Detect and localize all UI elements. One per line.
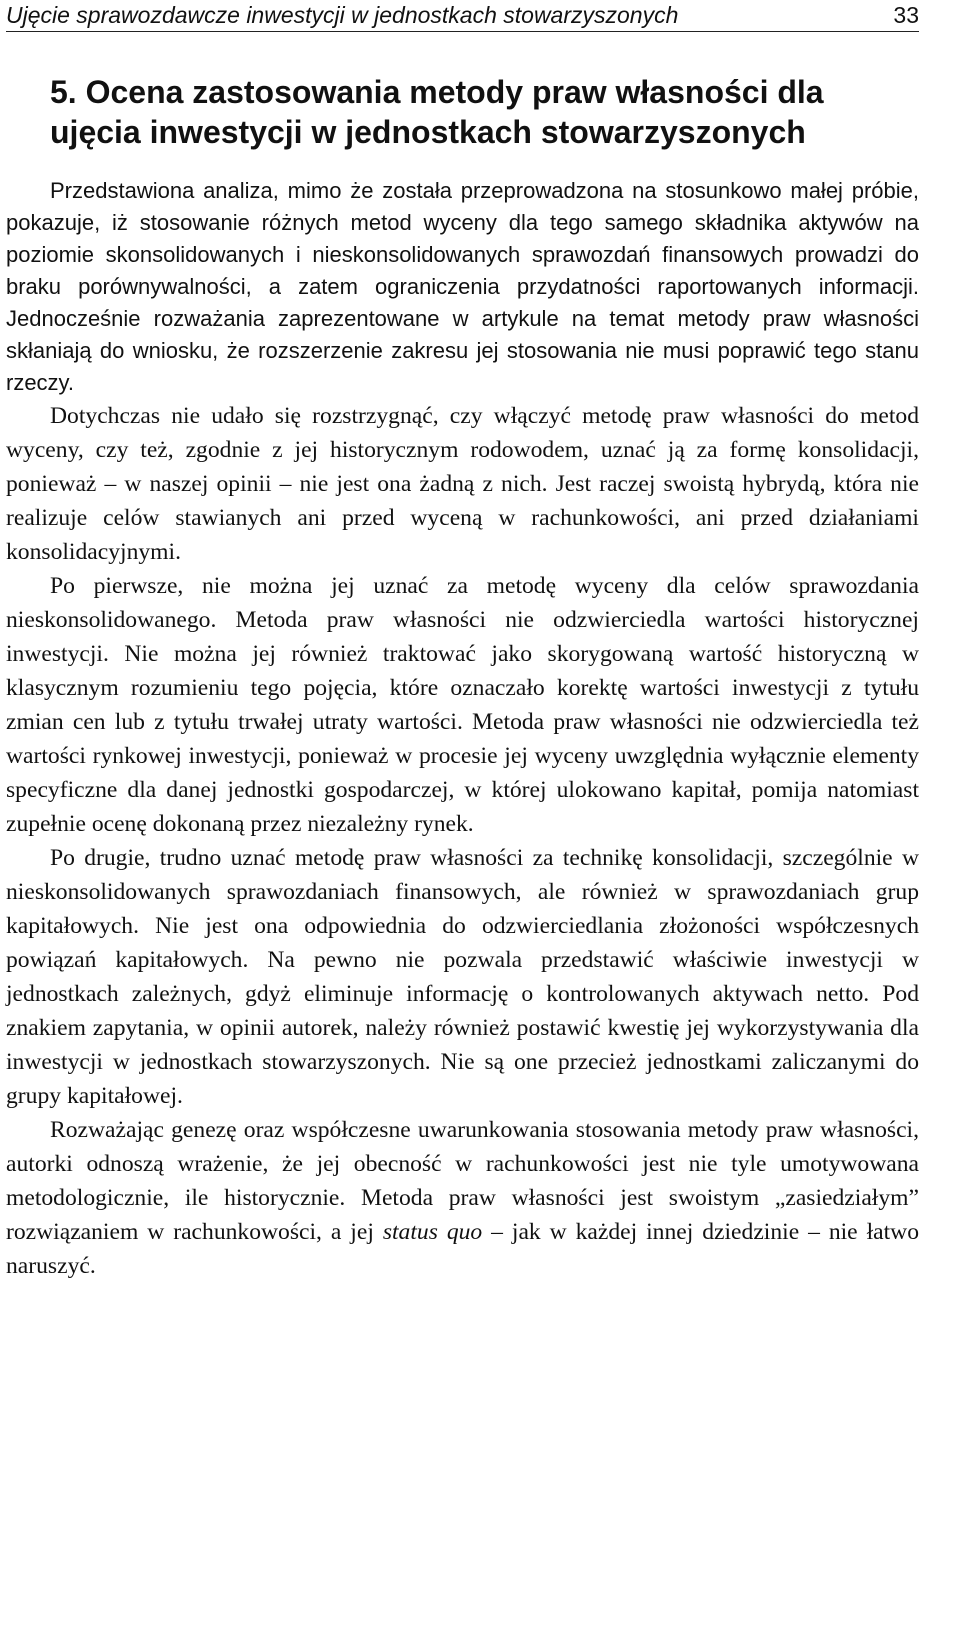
document-page xyxy=(6,0,919,1283)
body-paragraph-4 xyxy=(6,1113,919,1283)
status-quo-emphasis: status quo xyxy=(382,1219,483,1245)
body-text xyxy=(6,399,919,1283)
final-paragraph-text-a: Rozważając genezę oraz współczesne uwarunkowania stosowania metody praw własności, autorki odnoszą wrażenie, że jej obecność w rachunkowości jest nie tyle umotywowana metodologicznie, ile historycznie. Metoda praw własności jest swoistym „zasiedziałym” rozwiązaniem w rachunkowości, a jej xyxy=(6,1117,919,1245)
section-title xyxy=(6,72,919,152)
section-title-line-1: 5. Ocena zastosowania metody praw własności dla xyxy=(50,74,824,110)
body-paragraph-2: Po pierwsze, nie można jej uznać za metodę wyceny dla celów sprawozdania nieskonsolidowanego. Metoda praw własności nie odzwierciedla wartości historycznej inwestycji. Nie można jej również traktować jako skorygowaną wartość historyczną w klasycznym rozumieniu tego pojęcia, które oznaczało korektę wartości inwestycji z tytułu zmian cen lub z tytułu trwałej utraty wartości. Metoda praw własności nie odzwierciedla też wartości rynkowej inwestycji, ponieważ w procesie jej wyceny uwzględnia wyłącznie elementy specyficzne dla danej jednostki gospodarczej, w której ulokowano kapitał, pomija natomiast zupełnie ocenę dokonaną przez niezależny rynek. xyxy=(6,573,919,837)
body-paragraph-1: Dotychczas nie udało się rozstrzygnąć, czy włączyć metodę praw własności do metod wyceny, czy też, zgodnie z jej historycznym rodowodem, uznać ją za formę konsolidacji, ponieważ – w naszej opinii – nie jest ona żadną z nich. Jest raczej swoistą hybrydą, która nie realizuje celów stawianych ani przed wyceną w rachunkowości, ani przed działaniami konsolidacyjnymi. xyxy=(6,403,919,565)
final-paragraph-text-b: – jak w każdej innej dziedzinie – nie łatwo naruszyć. xyxy=(6,1219,920,1279)
body-paragraph-3: Po drugie, trudno uznać metodę praw własności za technikę konsolidacji, szczególnie w nieskonsolidowanych sprawozdaniach finansowych, ale również w sprawozdaniach grup kapitałowych. Nie jest ona odpowiednia do odzwierciedlania złożoności współczesnych powiązań kapitałowych. Na pewno nie pozwala przedstawić właściwie inwestycji w jednostkach zależnych, gdyż eliminuje informację o kontrolowanych aktywach netto. Pod znakiem zapytania, w opinii autorek, należy również postawić kwestię jej wykorzystywania dla inwestycji w jednostkach stowarzyszonych. Nie są one przecież jednostkami zaliczanymi do grupy kapitałowej. xyxy=(6,845,919,1109)
lead-paragraph: Przedstawiona analiza, mimo że została przeprowadzona na stosunkowo małej próbie, pokazuje, iż stosowanie różnych metod wyceny dla tego samego składnika aktywów na poziomie skonsolidowanych i nieskonsolidowanych sprawozdań finansowych prowadzi do braku porównywalności, a zatem ograniczenia przydatności raportowanych informacji. Jednocześnie rozważania zaprezentowane w artykule na temat metody praw własności skłaniają do wniosku, że rozszerzenie zakresu jej stosowania nie musi poprawić tego stanu rzeczy. xyxy=(6,178,919,395)
page-number: 33 xyxy=(893,2,919,28)
running-title: Ujęcie sprawozdawcze inwestycji w jednostkach stowarzyszonych xyxy=(6,2,679,28)
running-header xyxy=(6,0,919,32)
section-title-line-2: ujęcia inwestycji w jednostkach stowarzyszonych xyxy=(50,114,806,150)
